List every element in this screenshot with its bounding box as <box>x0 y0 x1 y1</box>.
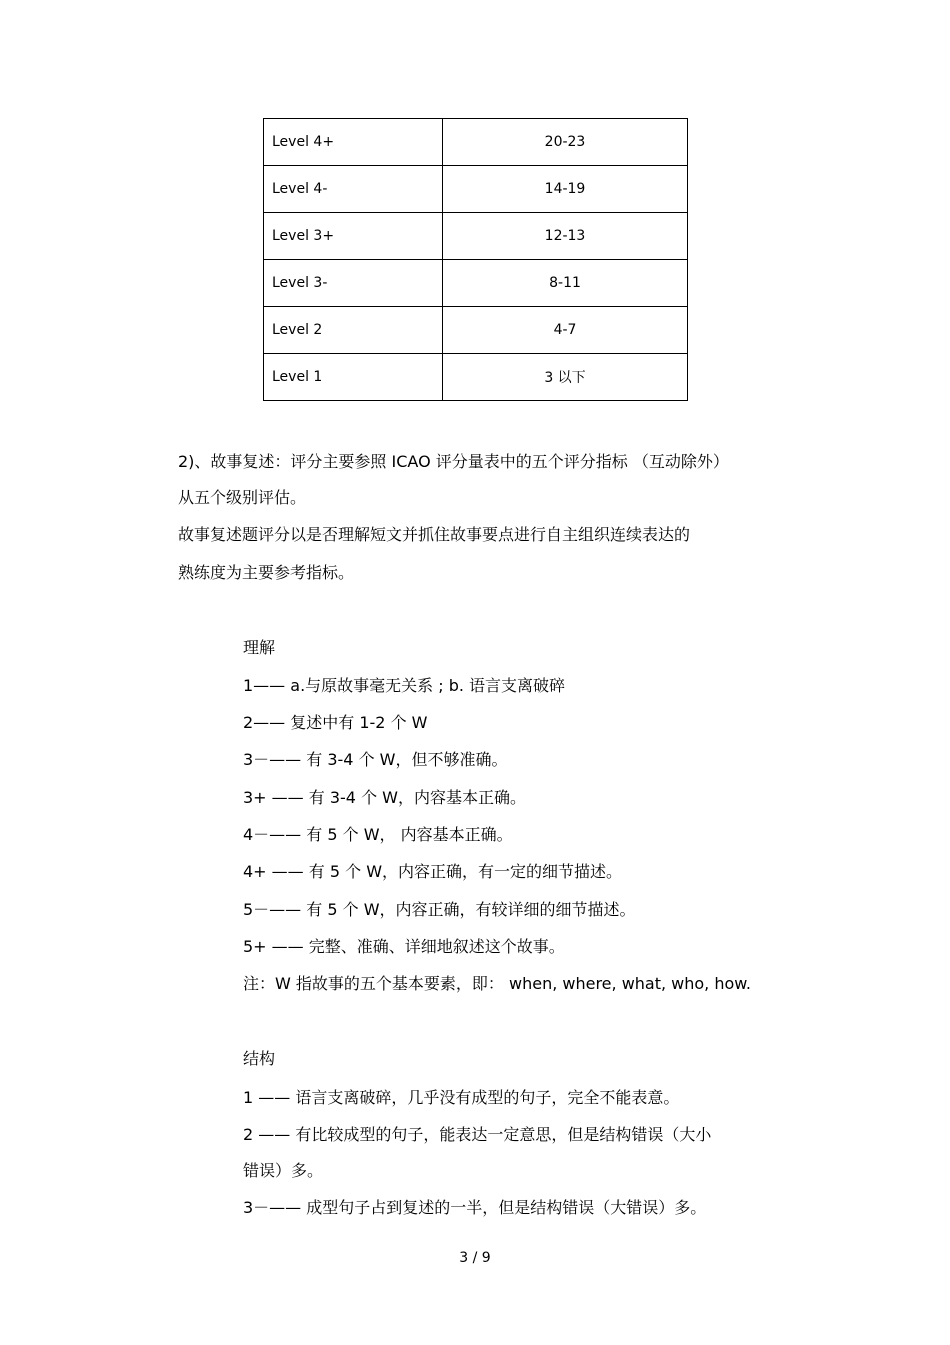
structure-heading: 结构 <box>243 1049 276 1068</box>
level-cell: Level 3+ <box>264 213 443 260</box>
list-item: 5－—— 有 5 个 W，内容正确，有较详细的细节描述。 <box>243 900 636 919</box>
table-row <box>264 260 688 307</box>
page-number: 3 / 9 <box>459 1250 491 1266</box>
w-note: 注：W 指故事的五个基本要素，即： when, where, what, who, how. <box>243 974 751 993</box>
score-cell: 14-19 <box>443 166 688 213</box>
list-item: 1 —— 语言支离破碎，几乎没有成型的句子，完全不能表意。 <box>243 1088 680 1107</box>
table-row <box>264 307 688 354</box>
list-item: 错误）多。 <box>243 1161 324 1180</box>
comprehension-heading: 理解 <box>243 638 276 657</box>
level-cell: Level 4+ <box>264 119 443 166</box>
section2-line2: 从五个级别评估。 <box>178 488 307 507</box>
table-row <box>264 119 688 166</box>
section2-line1: 2)、故事复述：评分主要参照 ICAO 评分量表中的五个评分指标 （互动除外） <box>178 452 729 471</box>
score-cell: 4-7 <box>443 307 688 354</box>
list-item: 3+ —— 有 3-4 个 W，内容基本正确。 <box>243 788 526 807</box>
level-cell: Level 2 <box>264 307 443 354</box>
list-item: 5+ —— 完整、准确、详细地叙述这个故事。 <box>243 937 565 956</box>
list-item: 1—— a.与原故事毫无关系 ; b. 语言支离破碎 <box>243 676 566 695</box>
score-cell: 3 以下 <box>443 354 688 401</box>
list-item: 4+ —— 有 5 个 W，内容正确，有一定的细节描述。 <box>243 862 623 881</box>
list-item: 3－—— 成型句子占到复述的一半，但是结构错误（大错误）多。 <box>243 1198 707 1217</box>
table-row <box>264 166 688 213</box>
list-item: 2 —— 有比较成型的句子，能表达一定意思，但是结构错误（大小 <box>243 1125 712 1144</box>
score-cell: 20-23 <box>443 119 688 166</box>
table-row <box>264 213 688 260</box>
section2-line4: 熟练度为主要参考指标。 <box>178 563 355 582</box>
score-cell: 12-13 <box>443 213 688 260</box>
score-cell: 8-11 <box>443 260 688 307</box>
section2-line3: 故事复述题评分以是否理解短文并抓住故事要点进行自主组织连续表达的 <box>178 525 691 544</box>
level-cell: Level 3- <box>264 260 443 307</box>
table-row <box>264 354 688 401</box>
list-item: 3－—— 有 3-4 个 W，但不够准确。 <box>243 750 508 769</box>
level-score-table <box>263 118 688 401</box>
level-cell: Level 1 <box>264 354 443 401</box>
table-body <box>264 119 688 401</box>
list-item: 4－—— 有 5 个 W， 内容基本正确。 <box>243 825 513 844</box>
list-item: 2—— 复述中有 1-2 个 W <box>243 713 428 732</box>
level-cell: Level 4- <box>264 166 443 213</box>
